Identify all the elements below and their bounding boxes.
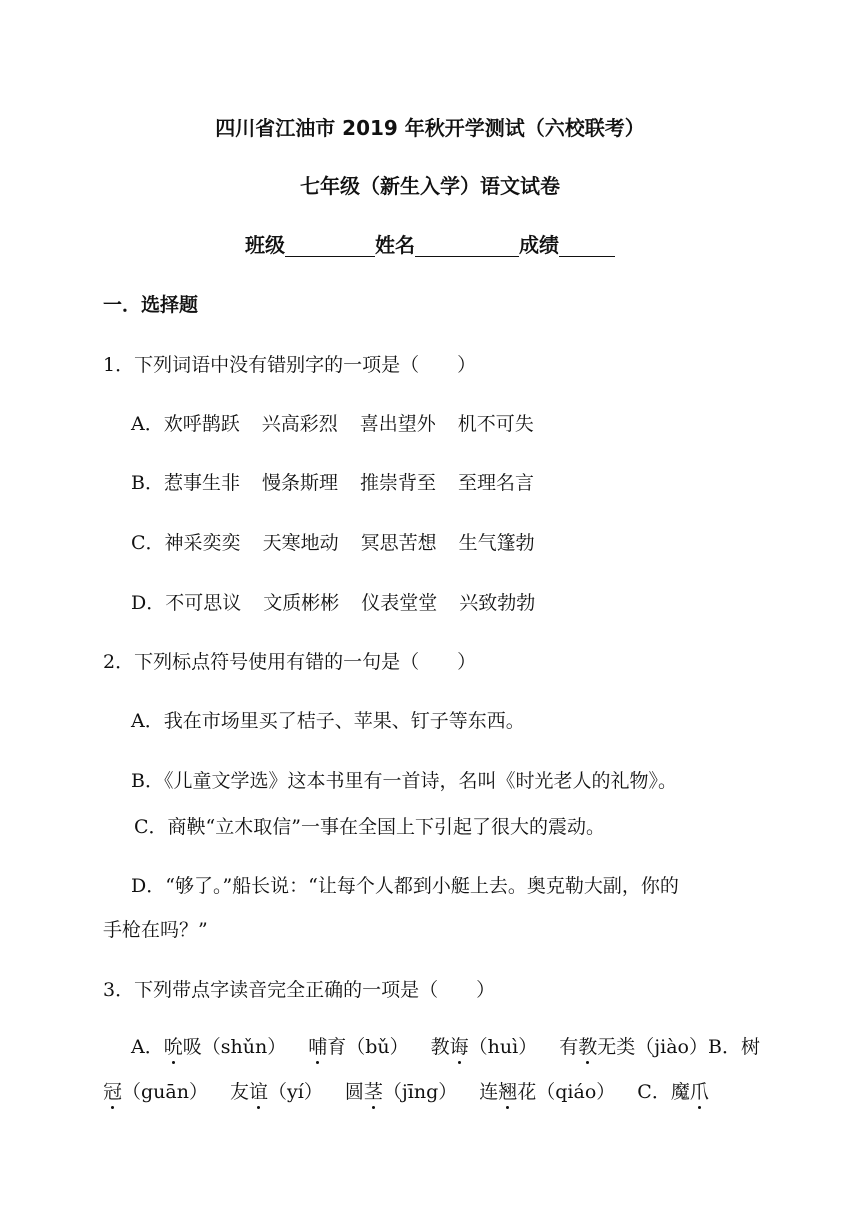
- q2-option-d-line1: D．“够了。”船长说：“让每个人都到小艇上去。奥克勒大副，你的: [131, 875, 679, 897]
- dotted-char: 哺: [308, 1036, 328, 1058]
- exam-subtitle: 七年级（新生入学）语文试卷: [300, 174, 560, 198]
- name-label: 姓名: [375, 233, 415, 257]
- dotted-char: 谊: [249, 1081, 269, 1103]
- q1-stem: 1．下列词语中没有错别字的一项是（ ）: [103, 354, 477, 376]
- q1-option-a: A．欢呼鹊跃 兴高彩烈 喜出望外 机不可失: [131, 413, 534, 435]
- q2-option-d-line2: 手枪在吗？”: [103, 919, 208, 941]
- student-info-row: [0, 233, 860, 257]
- q2-option-c: C．商鞅“立木取信”一事在全国上下引起了很大的震动。: [134, 816, 605, 838]
- dotted-char: 吮: [163, 1036, 183, 1058]
- q1-option-c: C．神采奕奕 天寒地动 冥思苦想 生气篷勃: [131, 532, 535, 554]
- dotted-char: 茎: [363, 1081, 383, 1103]
- class-blank[interactable]: [285, 236, 375, 257]
- dotted-char: 冠: [103, 1081, 123, 1103]
- exam-title: 四川省江油市 2019 年秋开学测试（六校联考）: [215, 116, 645, 140]
- section-heading: 一．选择题: [103, 294, 199, 316]
- q3-options-line1: A．吮吸（shǔn） 哺育（bǔ） 教诲（huì） 有教无类（jiào）B．树: [131, 1036, 760, 1058]
- q3-options-line2: 冠（guān） 友谊（yí） 圆茎（jīng） 连翘花（qiáo） C．魔爪: [103, 1081, 709, 1103]
- dotted-char: 教: [578, 1036, 598, 1058]
- q3-stem: 3．下列带点字读音完全正确的一项是（ ）: [103, 979, 496, 1001]
- score-label: 成绩: [519, 233, 559, 257]
- name-blank[interactable]: [415, 236, 519, 257]
- q1-option-d: D．不可思议 文质彬彬 仪表堂堂 兴致勃勃: [131, 592, 536, 614]
- class-label: 班级: [245, 233, 285, 257]
- dotted-char: 翘: [498, 1081, 518, 1103]
- q2-option-a: A．我在市场里买了桔子、苹果、钉子等东西。: [131, 710, 525, 732]
- score-blank[interactable]: [559, 236, 615, 257]
- dotted-char: 诲: [449, 1036, 469, 1058]
- q1-option-b: B．惹事生非 慢条斯理 推崇背至 至理名言: [131, 472, 535, 494]
- q2-stem: 2．下列标点符号使用有错的一句是（ ）: [103, 651, 477, 673]
- q2-option-b: B．《儿童文学选》这本书里有一首诗，名叫《时光老人的礼物》。: [131, 770, 677, 792]
- dotted-char: 爪: [689, 1081, 709, 1103]
